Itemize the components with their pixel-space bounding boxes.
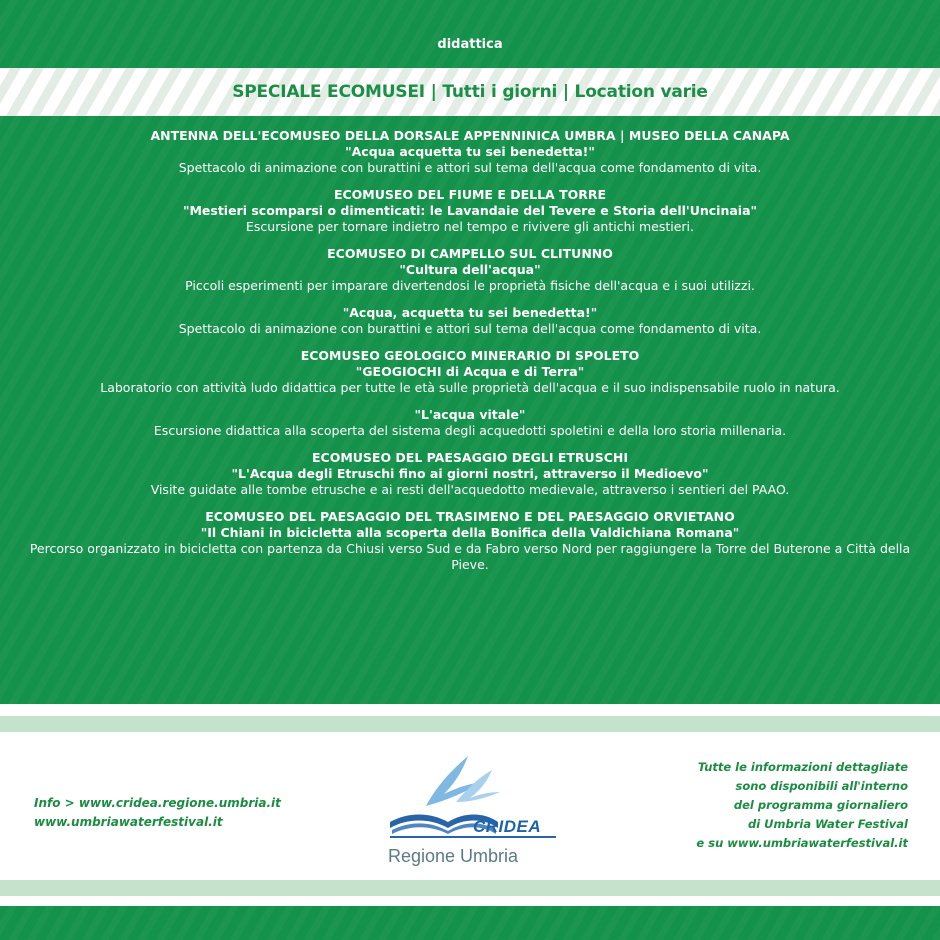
event-description: Piccoli esperimenti per imparare divertendosi le proprietà fisiche dell'acqua e i suoi utilizzi.: [185, 278, 755, 293]
section-label: didattica: [437, 37, 503, 52]
page-title: SPECIALE ECOMUSEI | Tutti i giorni | Location varie: [232, 82, 708, 102]
note-line: di Umbria Water Festival: [748, 817, 908, 831]
event-item: [20, 509, 920, 573]
event-item: [20, 246, 920, 294]
note-line: del programma giornaliero: [733, 798, 908, 812]
event-organizer: ECOMUSEO DEL PAESAGGIO DEL TRASIMENO E DEL PAESAGGIO ORVIETANO: [205, 509, 735, 524]
event-organizer: ANTENNA DELL'ECOMUSEO DELLA DORSALE APPENNINICA UMBRA | MUSEO DELLA CANAPA: [150, 128, 790, 143]
event-organizer: ECOMUSEO DEL PAESAGGIO DEGLI ETRUSCHI: [311, 450, 628, 465]
event-item: [20, 348, 920, 396]
event-item: [20, 187, 920, 235]
bottom-band: [0, 906, 940, 940]
events-list: [20, 128, 920, 584]
footer-info: [34, 794, 281, 832]
footer-note: [608, 758, 908, 853]
event-description: Visite guidate alle tombe etrusche e ai resti dell'acquedotto medievale, attraverso i sentieri del PAAO.: [150, 482, 790, 497]
event-description: Escursione didattica alla scoperta del sistema degli acquedotti spoletini e della loro storia millenaria.: [153, 423, 787, 438]
event-title: "GEOGIOCHI di Acqua e di Terra": [355, 364, 585, 379]
event-item: [20, 128, 920, 176]
event-title: "Acqua acquetta tu sei benedetta!": [345, 144, 595, 159]
logo-name: CRIDEA: [473, 817, 542, 836]
event-title: "Acqua, acquetta tu sei benedetta!": [342, 305, 598, 320]
event-title: "Cultura dell'acqua": [399, 262, 541, 277]
event-title: "L'Acqua degli Etruschi fino ai giorni nostri, attraverso il Medioevo": [231, 466, 709, 481]
logo-region: Regione Umbria: [388, 846, 519, 866]
note-line: sono disponibili all'interno: [735, 779, 908, 793]
event-title: "L'acqua vitale": [414, 407, 526, 422]
event-organizer: ECOMUSEO GEOLOGICO MINERARIO DI SPOLETO: [300, 348, 640, 363]
event-item: [20, 450, 920, 498]
event-description: Escursione per tornare indietro nel tempo e rivivere gli antichi mestieri.: [246, 219, 694, 234]
event-title: "Il Chiani in bicicletta alla scoperta della Bonifica della Valdichiana Romana": [200, 525, 740, 540]
event-description: Spettacolo di animazione con burattini e attori sul tema dell'acqua come fondamento di vita.: [178, 321, 762, 336]
event-description: Percorso organizzato in bicicletta con partenza da Chiusi verso Sud e da Fabro verso Nord per raggiungere la Torre del Buterone a Città della Pieve.: [29, 541, 911, 572]
top-band: [0, 0, 940, 68]
event-title: "Mestieri scomparsi o dimenticati: le Lavandaie del Tevere e Storia dell'Uncinaia": [182, 203, 758, 218]
event-item: [20, 305, 920, 337]
event-description: Spettacolo di animazione con burattini e attori sul tema dell'acqua come fondamento di vita.: [178, 160, 762, 175]
divider-stripe: [0, 880, 940, 896]
event-organizer: ECOMUSEO DI CAMPELLO SUL CLITUNNO: [327, 246, 613, 261]
info-link[interactable]: Info > www.cridea.regione.umbria.it: [34, 796, 281, 810]
event-description: Laboratorio con attività ludo didattica per tutte le età sulle proprietà dell'acqua e il suo indispensabile ruolo in natura.: [100, 380, 840, 395]
event-organizer: ECOMUSEO DEL FIUME E DELLA TORRE: [333, 187, 607, 202]
festival-link[interactable]: www.umbriawaterfestival.it: [34, 815, 223, 829]
divider-stripe: [0, 716, 940, 732]
event-item: [20, 407, 920, 439]
note-line: Tutte le informazioni dettagliate: [697, 760, 908, 774]
note-line: e su www.umbriawaterfestival.it: [696, 836, 908, 850]
bird-icon: [426, 756, 500, 806]
